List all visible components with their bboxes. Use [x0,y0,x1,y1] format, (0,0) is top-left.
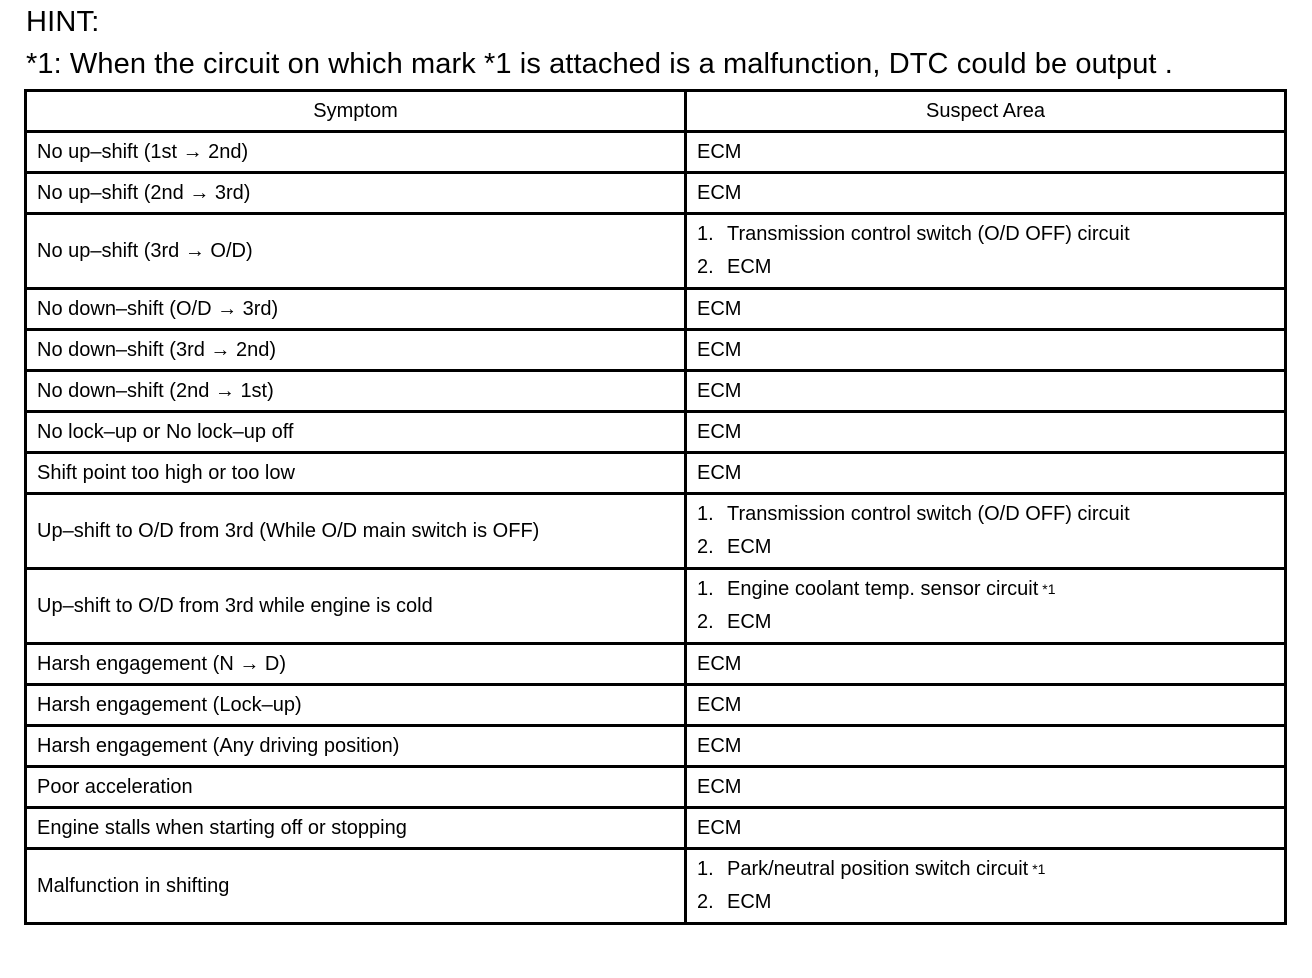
symptom-cell: Harsh engagement (Lock–up) [26,685,686,726]
item-text: ECM [727,891,772,913]
suspect-area-item [697,218,1284,251]
symptom-cell: Shift point too high or too low [26,453,686,494]
suspect-area-cell: ECM [686,173,1286,214]
table-row [26,132,1286,173]
suspect-area-cell: ECM [686,132,1286,173]
symptom-cell: No up–shift (3rd → O/D) [26,214,686,289]
table-row [26,289,1286,330]
symptom-cell: Poor acceleration [26,767,686,808]
table-row [26,569,1286,644]
item-text: ECM [727,611,772,633]
suspect-area-cell: ECM [686,685,1286,726]
suspect-area-cell: ECM [686,412,1286,453]
table-row [26,453,1286,494]
symptom-cell: No up–shift (1st → 2nd) [26,132,686,173]
suspect-area-cell: ECM [686,453,1286,494]
suspect-area-item [697,606,1284,639]
table-row [26,808,1286,849]
suspect-area-cell: ECM [686,644,1286,685]
suspect-area-item [697,531,1284,564]
table-row [26,726,1286,767]
item-number: 1. [697,578,714,600]
symptom-cell: Engine stalls when starting off or stopping [26,808,686,849]
suspect-area-cell: ECM [686,767,1286,808]
suspect-area-item [697,251,1284,284]
symptom-cell: No down–shift (2nd → 1st) [26,371,686,412]
suspect-area-cell [686,494,1286,569]
table-row [26,330,1286,371]
suspect-area-cell: ECM [686,289,1286,330]
item-text: ECM [727,256,772,278]
table-row [26,173,1286,214]
suspect-area-item [697,498,1284,531]
symptom-column-header: Symptom [26,91,686,132]
hint-title: HINT: [26,6,100,38]
suspect-area-cell [686,569,1286,644]
item-text: ECM [727,536,772,558]
table-row [26,767,1286,808]
item-number: 2. [697,611,714,633]
symptom-cell: Up–shift to O/D from 3rd while engine is cold [26,569,686,644]
suspect-area-cell [686,214,1286,289]
hint-block [26,4,1286,82]
item-number: 1. [697,223,714,245]
table-row [26,644,1286,685]
table-row [26,371,1286,412]
table-row [26,494,1286,569]
suspect-area-cell [686,849,1286,924]
suspect-area-cell: ECM [686,726,1286,767]
symptom-cell: Malfunction in shifting [26,849,686,924]
symptom-cell: Harsh engagement (Any driving position) [26,726,686,767]
table-row [26,214,1286,289]
item-text: Transmission control switch (O/D OFF) circuit [727,503,1130,525]
item-number: 2. [697,536,714,558]
footnote-mark: *1 [1032,861,1046,877]
footnote-mark: *1 [1042,581,1056,597]
suspect-area-cell: ECM [686,371,1286,412]
item-text: Transmission control switch (O/D OFF) circuit [727,223,1130,245]
suspect-area-item [697,853,1284,886]
symptom-cell: No up–shift (2nd → 3rd) [26,173,686,214]
symptom-cell: No down–shift (O/D → 3rd) [26,289,686,330]
item-number: 1. [697,503,714,525]
item-text: Engine coolant temp. sensor circuit [727,578,1039,600]
item-number: 1. [697,858,714,880]
suspect-area-item [697,573,1284,606]
symptom-cell: Harsh engagement (N → D) [26,644,686,685]
table-header-row [26,91,1286,132]
table-row [26,849,1286,924]
symptom-cell: Up–shift to O/D from 3rd (While O/D main switch is OFF) [26,494,686,569]
item-number: 2. [697,256,714,278]
table-row [26,685,1286,726]
symptom-cell: No lock–up or No lock–up off [26,412,686,453]
item-text: Park/neutral position switch circuit [727,858,1029,880]
item-number: 2. [697,891,714,913]
table-row [26,412,1286,453]
suspect-area-cell: ECM [686,808,1286,849]
suspect-area-cell: ECM [686,330,1286,371]
symptom-table [24,89,1287,925]
symptom-cell: No down–shift (3rd → 2nd) [26,330,686,371]
suspect-area-column-header: Suspect Area [686,91,1286,132]
hint-text: *1: When the circuit on which mark *1 is attached is a malfunction, DTC could be output . [26,48,1173,80]
table-body [26,132,1286,924]
suspect-area-item [697,886,1284,919]
